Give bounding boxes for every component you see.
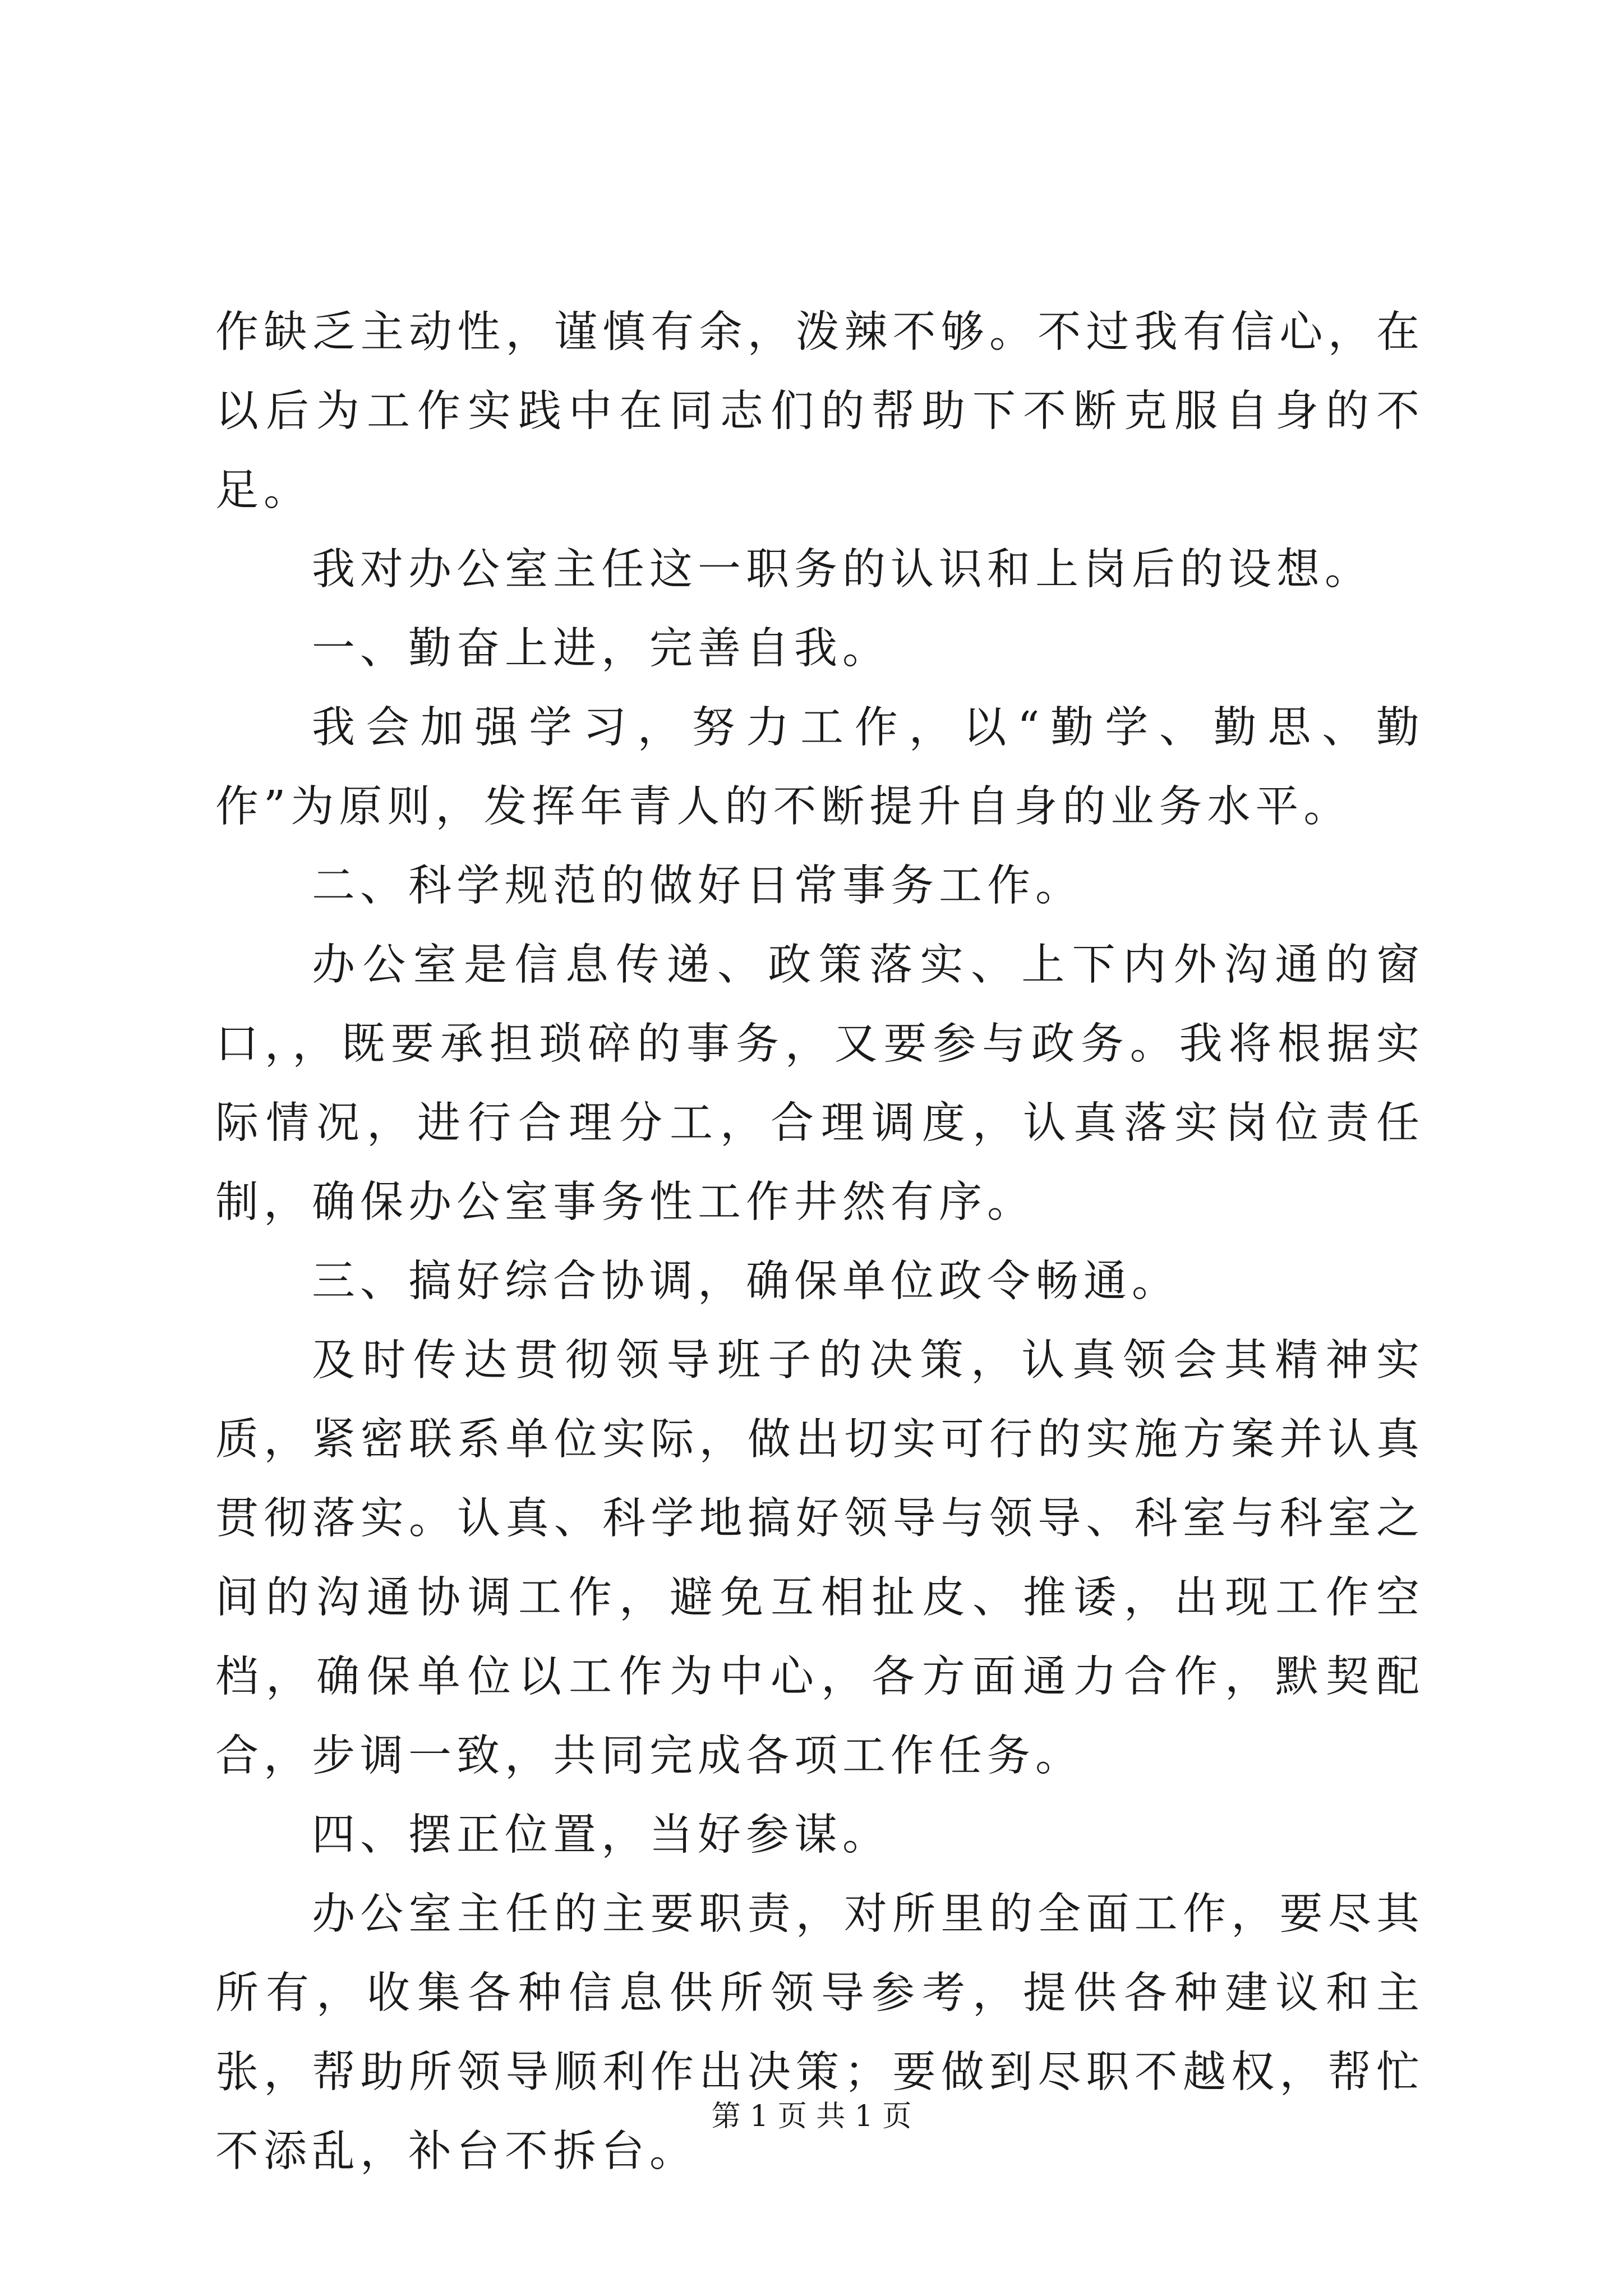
paragraph-intro: 我对办公室主任这一职务的认识和上岗后的设想。	[312, 545, 1373, 595]
section-heading-4: 四、摆正位置，当好参谋。	[312, 1810, 891, 1860]
section-heading-1: 一、勤奋上进，完善自我。	[312, 624, 891, 674]
paragraph-section-1: 我会加强学习，努力工作，以“勤学、勤思、勤作”为原则，发挥年青人的不断提升自身的业务水平。	[215, 703, 1424, 832]
section-heading-3: 三、搞好综合协调，确保单位政令畅通。	[312, 1257, 1180, 1306]
section-heading-2: 二、科学规范的做好日常事务工作。	[312, 861, 1083, 911]
paragraph-continuation: 作缺乏主动性，谨慎有余，泼辣不够。不过我有信心，在以后为工作实践中在同志们的帮助下不断克服自身的不足。	[215, 307, 1424, 516]
document-body	[215, 293, 1424, 2191]
paragraph-section-3: 及时传达贯彻领导班子的决策，认真领会其精神实质，紧密联系单位实际，做出切实可行的实施方案并认真贯彻落实。认真、科学地搞好领导与领导、科室与科室之间的沟通协调工作，避免互相扯皮、推诿，出现工作空档，确保单位以工作为中心，各方面通力合作，默契配合，步调一致，共同完成各项工作任务。	[215, 1336, 1424, 1781]
page-footer: 第 1 页 共 1 页	[711, 2100, 912, 2133]
paragraph-section-2: 办公室是信息传递、政策落实、上下内外沟通的窗口，，既要承担琐碎的事务，又要参与政务。我将根据实际情况，进行合理分工，合理调度，认真落实岗位责任制，确保办公室事务性工作井然有序。	[215, 940, 1424, 1227]
paragraph-section-4: 办公室主任的主要职责，对所里的全面工作，要尽其所有，收集各种信息供所领导参考，提供各种建议和主张，帮助所领导顺利作出决策；要做到尽职不越权，帮忙不添乱，补台不拆台。	[215, 1889, 1424, 2177]
